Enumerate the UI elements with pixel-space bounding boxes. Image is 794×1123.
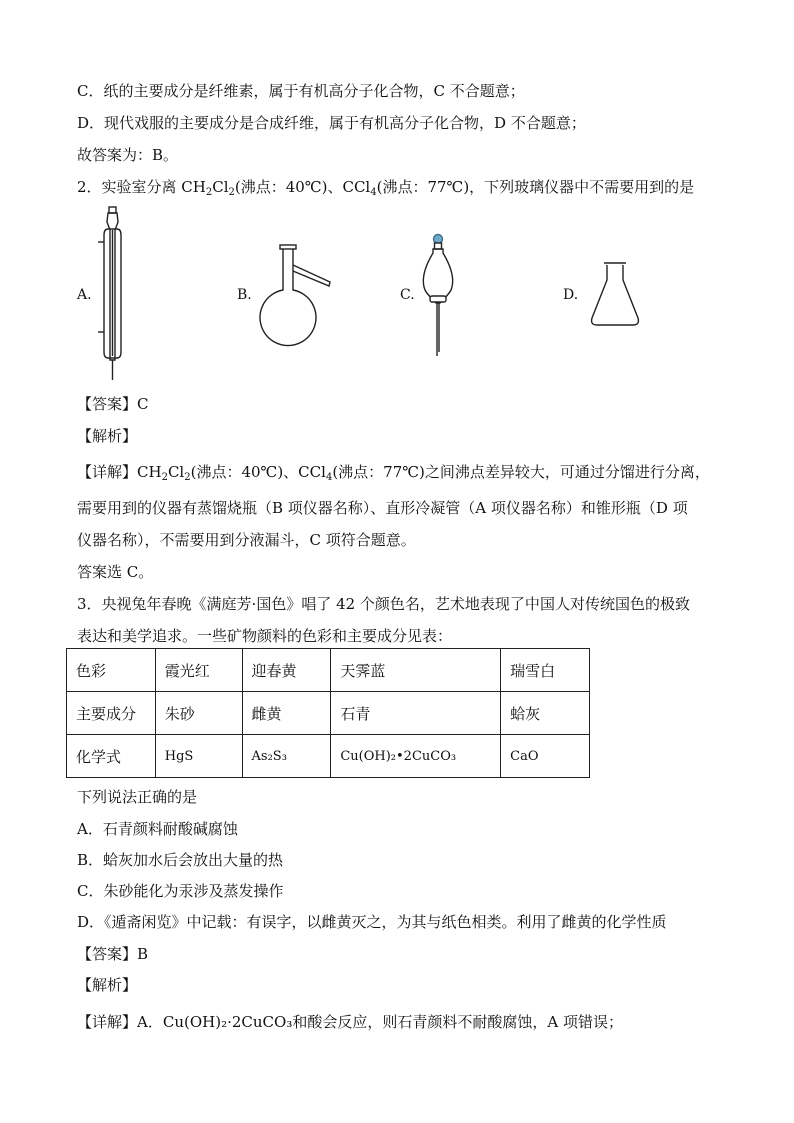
- detail-part: A．: [137, 1013, 163, 1031]
- q3-prompt: 下列说法正确的是: [77, 788, 198, 806]
- subscript: 2: [184, 472, 191, 483]
- subscript: 2: [205, 187, 213, 198]
- table-cell: 天霁蓝: [331, 649, 501, 692]
- detail-tag: 【详解】: [77, 1013, 138, 1031]
- q2-answer: [77, 394, 149, 414]
- detail-part: 和酸会反应，则石青颜料不耐酸腐蚀，A 项错误；: [292, 1013, 623, 1031]
- q2-option-d-label: D.: [563, 287, 579, 303]
- q3-detail-line1: [77, 1012, 623, 1032]
- q2-stem: [77, 177, 694, 197]
- answer-tag: 【答案】: [77, 945, 138, 963]
- subscript: 2: [161, 472, 168, 483]
- q3-option-c: C．朱砂能化为汞涉及蒸发操作: [77, 882, 284, 900]
- q2-stem-part: (沸点：77℃)，下列玻璃仪器中不需要用到的是: [376, 178, 695, 196]
- conical-flask-icon: [592, 263, 639, 325]
- table-cell: HgS: [155, 735, 242, 778]
- q3-option-a: A．石青颜料耐酸碱腐蚀: [77, 820, 238, 838]
- distillation-flask-icon: [260, 245, 330, 346]
- detail-tag: 【详解】: [77, 463, 138, 481]
- q3-stem-line2: 表达和美学追求。一些矿物颜料的色彩和主要成分见表：: [77, 627, 453, 645]
- table-cell: 雌黄: [242, 692, 331, 735]
- q2-detail-line1: [77, 462, 710, 482]
- table-cell: 朱砂: [155, 692, 242, 735]
- q2-stem-part: (沸点：40℃)、CCl: [234, 178, 371, 196]
- q3-option-b: B．蛤灰加水后会放出大量的热: [77, 851, 284, 869]
- q2-detail-line3: 仪器名称），不需要用到分液漏斗，C 项符合题意。: [77, 531, 416, 549]
- table-cell: Cu(OH)₂•2CuCO₃: [331, 735, 501, 778]
- detail-formula: Cu(OH)₂·2CuCO₃: [162, 1013, 293, 1031]
- q2-stem-part: 2．实验室分离 CH: [77, 178, 206, 196]
- separatory-funnel-icon: [423, 235, 452, 357]
- prev-option-d: D．现代戏服的主要成分是合成纤维，属于有机高分子化合物，D 不合题意；: [77, 114, 586, 132]
- q2-analysis-tag: 【解析】: [77, 427, 138, 445]
- answer-value: C: [137, 395, 149, 413]
- q2-option-b-label: B.: [237, 287, 252, 303]
- table-cell: CaO: [501, 735, 590, 778]
- q2-detail-line2: 需要用到的仪器有蒸馏烧瓶（B 项仪器名称）、直形冷凝管（A 项仪器名称）和锥形瓶（D 项: [77, 499, 688, 517]
- subscript: 4: [370, 187, 377, 198]
- liebig-condenser-icon: [98, 207, 121, 380]
- pigment-table: [66, 648, 590, 778]
- q2-stem-part: Cl: [212, 178, 229, 196]
- table-cell: As₂S₃: [242, 735, 331, 778]
- table-row: [67, 692, 590, 735]
- detail-part: (沸点：77℃)之间沸点差异较大，可通过分馏进行分离，: [332, 463, 710, 481]
- subscript: 4: [325, 472, 333, 483]
- table-cell: 瑞雪白: [501, 649, 590, 692]
- table-row: [67, 649, 590, 692]
- table-cell: 霞光红: [155, 649, 242, 692]
- q3-answer: [77, 944, 148, 964]
- q3-option-d: D．《遁斋闲览》中记载：有误字，以雌黄灭之，为其与纸色相类。利用了雌黄的化学性质: [77, 913, 667, 931]
- answer-value: B: [137, 945, 149, 963]
- table-cell: 主要成分: [67, 692, 156, 735]
- table-cell: 蛤灰: [501, 692, 590, 735]
- table-row: [67, 735, 590, 778]
- q2-option-a-label: A.: [77, 287, 92, 303]
- q3-stem-line1: 3．央视兔年春晚《满庭芳·国色》唱了 42 个颜色名，艺术地表现了中国人对传统国色的极致: [77, 595, 690, 613]
- table-cell: 化学式: [67, 735, 156, 778]
- table-cell: 迎春黄: [242, 649, 331, 692]
- prev-option-c: C．纸的主要成分是纤维素，属于有机高分子化合物，C 不合题意；: [77, 82, 525, 100]
- table-cell: 色彩: [67, 649, 156, 692]
- detail-part: (沸点：40℃)、CCl: [190, 463, 326, 481]
- detail-part: Cl: [167, 463, 185, 481]
- q2-option-c-label: C.: [400, 287, 415, 303]
- subscript: 2: [228, 187, 235, 198]
- answer-tag: 【答案】: [77, 395, 138, 413]
- table-cell: 石青: [331, 692, 501, 735]
- prev-conclusion: 故答案为：B。: [77, 146, 179, 164]
- q3-analysis-tag: 【解析】: [77, 976, 138, 994]
- q2-conclusion: 答案选 C。: [77, 563, 154, 581]
- detail-part: CH: [137, 463, 162, 481]
